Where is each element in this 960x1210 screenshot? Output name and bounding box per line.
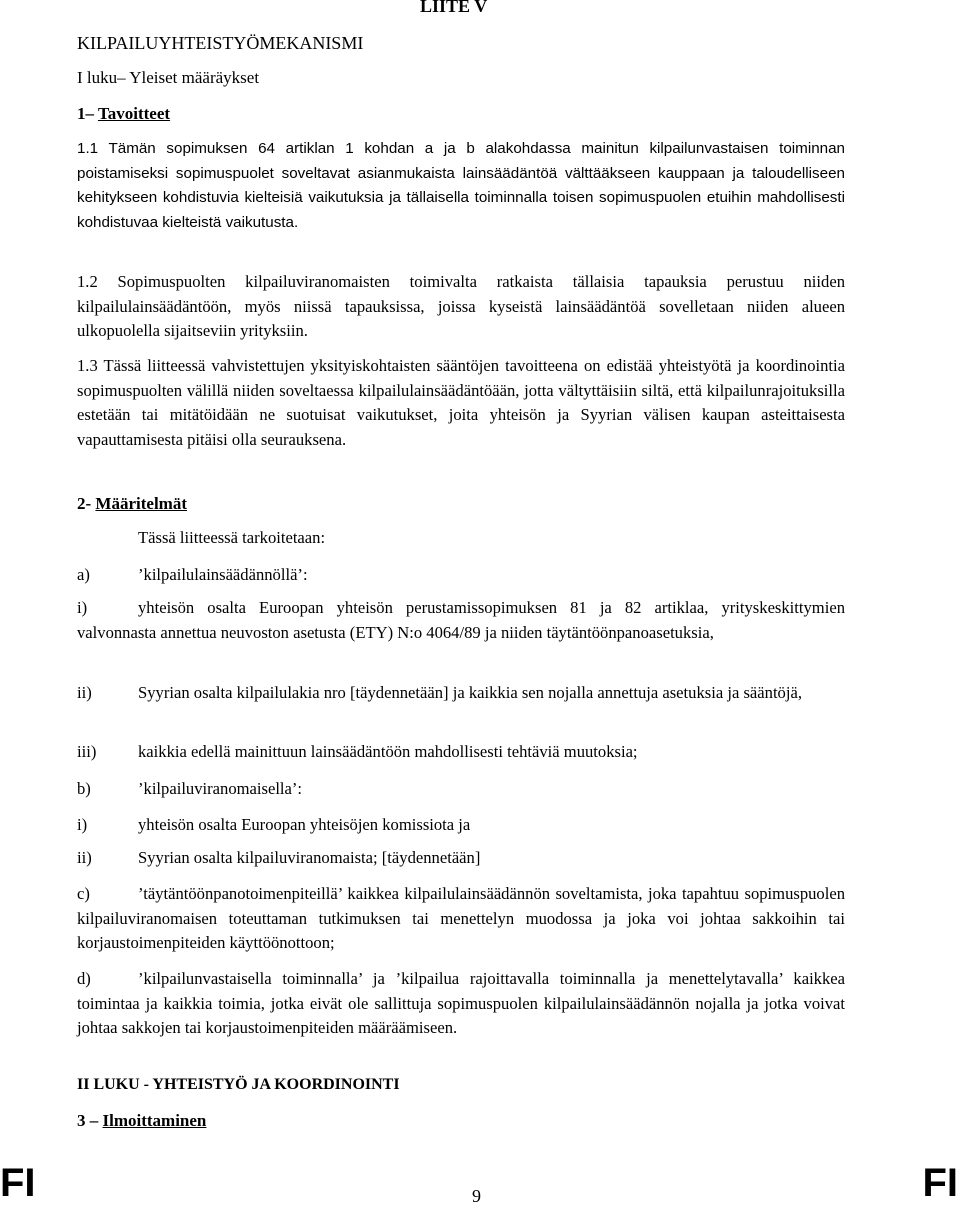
language-code-right: FI (922, 1161, 958, 1205)
definition-a-i (77, 596, 845, 645)
paragraph-1-1: 1.1 Tämän sopimuksen 64 artiklan 1 kohdan a ja b alakohdassa mainitun kilpailunvastaisen toiminnan poistamiseksi sopimuspuolet soveltavat asianmukaista lainsäädäntöä välttääkseen kauppaan ja taloudelliseen kehitykseen kohdistuvia kielteisiä vaikutuksia ja tällaisella toiminnalla toisen sopimuspuolen etuihin mahdollisesti kohdistuvaa kielteistä vaikutusta. (77, 140, 845, 231)
item-text: yhteisön osalta Euroopan yhteisön perustamissopimuksen 81 ja 82 artiklaa, yrityskeskittymien valvonnasta annettua neuvoston asetusta (ETY) N:o 4064/89 ja niiden täytäntöönpanoasetuksia, (77, 598, 845, 642)
section-number: 3 (77, 1111, 86, 1130)
section-title: Tavoitteet (97, 104, 171, 123)
paragraph-1-3: 1.3 Tässä liitteessä vahvistettujen yksityiskohtaisten sääntöjen tavoitteena on edistää yhteistyötä ja koordinointia sopimuspuolten välillä niiden soveltaessa kilpailulainsäädäntöään, jotta vältyttäisiin siltä, että kilpailunrajoituksilla estetään tai mitätöidään ne suotuisat vaikutukset, joita yhteisön ja Syyrian välisen kaupan asteittaisesta vapauttamisesta pitäisi olla seurauksena. (77, 356, 845, 449)
section-2-heading (77, 494, 187, 514)
item-text: ’kilpailunvastaisella toiminnalla’ ja ’kilpailua rajoittavalla toiminnalla ja menettelytavalla’ kaikkea toimintaa ja kaikkia toimia, jotka eivät ole sallittuja sopimuspuolen kilpailulainsäädännön nojalla ja jotka voivat johtaa sakkojen tai korjaustoimenpiteiden määräämiseen. (77, 969, 845, 1038)
item-text: Syyrian osalta kilpailuviranomaista; [täydennetään] (138, 848, 481, 867)
item-label: a) (77, 565, 90, 584)
page-number: 9 (472, 1186, 481, 1206)
item-text: ’kilpailulainsäädännöllä’: (138, 565, 308, 584)
item-label: i) (77, 815, 88, 834)
annex-label: LIITE V (420, 0, 488, 16)
item-text: ’kilpailuviranomaisella’: (138, 779, 303, 798)
item-label: iii) (77, 742, 97, 761)
section-number: 1– (77, 104, 94, 123)
item-label: i) (77, 598, 88, 617)
item-label: b) (77, 779, 91, 798)
section-number: 2- (77, 494, 92, 513)
language-code-left: FI (0, 1161, 36, 1205)
section-1-heading (77, 104, 170, 124)
item-label: c) (77, 884, 90, 903)
document-title: KILPAILUYHTEISTYÖMEKANISMI (77, 33, 364, 53)
item-label: ii) (77, 683, 92, 702)
item-text: kaikkia edellä mainittuun lainsäädäntöön mahdollisesti tehtäviä muutoksia; (138, 742, 638, 761)
section-3-heading (77, 1111, 206, 1131)
definition-a-ii (77, 681, 845, 706)
definition-a-iii (77, 742, 638, 762)
section-title: Määritelmät (95, 494, 187, 513)
definition-b-ii (77, 848, 480, 868)
item-text: ’täytäntöönpanotoimenpiteillä’ kaikkea kilpailulainsäädännön soveltamista, joka tapahtuu sopimuspuolen kilpailuviranomaisen toteuttaman tutkimuksen tai menettelyn muodossa ja joka voi johtaa sakkoihin tai korjaustoimenpiteiden käyttöönottoon; (77, 884, 845, 953)
item-label: ii) (77, 848, 92, 867)
section-dash: – (89, 1111, 99, 1130)
definition-b-i (77, 815, 470, 835)
item-text: Syyrian osalta kilpailulakia nro [täydennetään] ja kaikkia sen nojalla annettuja asetuksia ja sääntöjä, (138, 683, 802, 702)
item-text: yhteisön osalta Euroopan yhteisöjen komissiota ja (138, 815, 471, 834)
item-label: d) (77, 969, 91, 988)
definitions-intro: Tässä liitteessä tarkoitetaan: (138, 528, 326, 547)
definition-a (77, 565, 308, 585)
definition-d (77, 967, 845, 1041)
definition-c (77, 882, 845, 956)
paragraph-1-2: 1.2 Sopimuspuolten kilpailuviranomaisten toimivalta ratkaista tällaisia tapauksia perustuu niiden kilpailulainsäädäntöön, myös niissä tapauksissa, joissa kyseistä lainsäädäntöä sovelletaan niiden alueen ulkopuolella sijaitseviin yrityksiin. (77, 272, 845, 341)
chapter-2-heading: II LUKU - YHTEISTYÖ JA KOORDINOINTI (77, 1076, 400, 1093)
section-title: Ilmoittaminen (102, 1111, 207, 1130)
definition-b (77, 779, 302, 799)
chapter-heading: I luku– Yleiset määräykset (77, 68, 260, 87)
